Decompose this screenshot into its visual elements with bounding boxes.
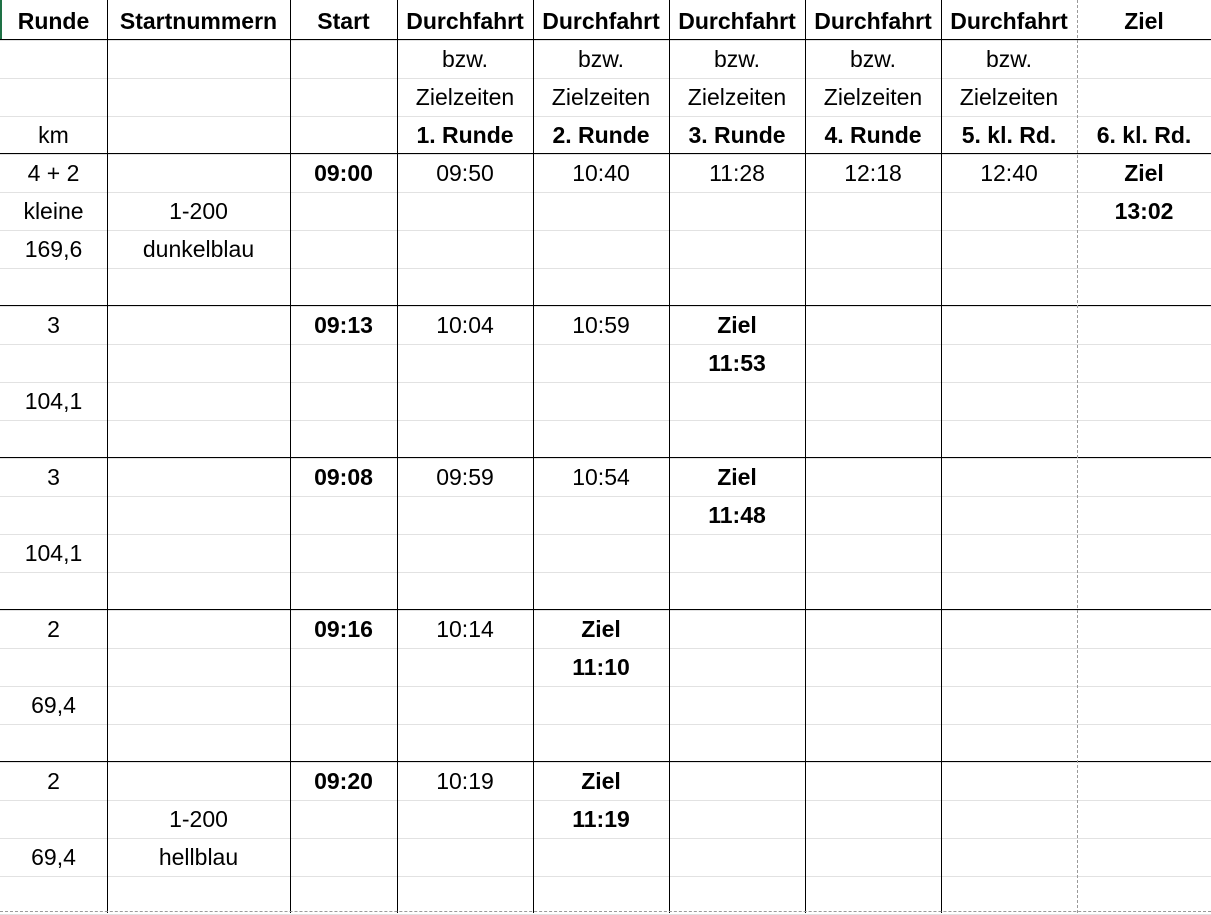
km-value[interactable]: 69,4 (31, 692, 76, 718)
row-gridline (0, 496, 1211, 497)
startnummern-color[interactable]: hellblau (158, 844, 239, 870)
row-gridline (0, 420, 1211, 421)
page-break-line (0, 911, 1211, 912)
runde-value[interactable]: 3 (47, 464, 60, 490)
header-round-2[interactable]: 2. Runde (552, 122, 650, 148)
start-time[interactable]: 09:00 (314, 160, 373, 186)
start-time[interactable]: 09:16 (314, 616, 373, 642)
header-cell-7[interactable]: Durchfahrt (950, 8, 1068, 34)
startnummern-range[interactable]: 1-200 (169, 806, 228, 832)
row-gridline (0, 724, 1211, 725)
ziel-time[interactable]: 11:48 (708, 502, 766, 528)
startnummern-color[interactable]: dunkelblau (142, 236, 255, 262)
ziel-time[interactable]: 13:02 (1114, 198, 1174, 224)
durchfahrt-time[interactable]: 12:18 (844, 160, 902, 186)
ziel-time[interactable]: 11:10 (572, 654, 630, 680)
header-round-3[interactable]: 3. Runde (688, 122, 786, 148)
header-round-5[interactable]: 5. kl. Rd. (961, 122, 1057, 148)
runde-value[interactable]: 2 (47, 616, 60, 642)
ziel-time[interactable]: 11:19 (572, 806, 630, 832)
ziel-label[interactable]: Ziel (581, 768, 621, 794)
start-time[interactable]: 09:13 (314, 312, 373, 338)
ziel-time[interactable]: 11:53 (708, 350, 766, 376)
durchfahrt-time[interactable]: 11:28 (709, 160, 765, 186)
ziel-label[interactable]: Ziel (717, 312, 757, 338)
header-sub1-6[interactable]: bzw. (849, 46, 897, 72)
header-round-4[interactable]: 4. Runde (824, 122, 922, 148)
header-km[interactable]: km (38, 122, 69, 148)
header-round-6[interactable]: 6. kl. Rd. (1096, 122, 1192, 148)
header-cell-3[interactable]: Durchfahrt (406, 8, 524, 34)
runde-value[interactable]: 3 (47, 312, 60, 338)
row-gridline (0, 344, 1211, 345)
header-sub2-7[interactable]: Zielzeiten (959, 84, 1059, 110)
start-time[interactable]: 09:08 (314, 464, 373, 490)
km-value[interactable]: 104,1 (24, 388, 83, 414)
runde-value[interactable]: kleine (23, 198, 84, 224)
header-sub2-3[interactable]: Zielzeiten (415, 84, 515, 110)
ziel-label[interactable]: Ziel (581, 616, 621, 642)
km-value[interactable]: 69,4 (31, 844, 76, 870)
durchfahrt-time[interactable]: 09:59 (436, 464, 494, 490)
header-sub2-6[interactable]: Zielzeiten (823, 84, 923, 110)
durchfahrt-time[interactable]: 12:40 (980, 160, 1038, 186)
header-sub1-7[interactable]: bzw. (985, 46, 1033, 72)
startnummern-range[interactable]: 1-200 (169, 198, 228, 224)
header-cell-0[interactable]: Runde (17, 8, 90, 34)
header-sub1-4[interactable]: bzw. (577, 46, 625, 72)
header-round-1[interactable]: 1. Runde (416, 122, 514, 148)
runde-value[interactable]: 4 + 2 (27, 160, 80, 186)
durchfahrt-time[interactable]: 10:04 (436, 312, 494, 338)
row-gridline (0, 382, 1211, 383)
durchfahrt-time[interactable]: 10:14 (436, 616, 494, 642)
durchfahrt-time[interactable]: 10:40 (572, 160, 630, 186)
column-border (107, 0, 108, 913)
row-gridline (0, 572, 1211, 573)
header-sub2-5[interactable]: Zielzeiten (687, 84, 787, 110)
header-cell-6[interactable]: Durchfahrt (814, 8, 932, 34)
ziel-label[interactable]: Ziel (717, 464, 757, 490)
header-cell-8[interactable]: Ziel (1124, 8, 1164, 34)
header-cell-2[interactable]: Start (317, 8, 370, 34)
header-sub2-4[interactable]: Zielzeiten (551, 84, 651, 110)
runde-value[interactable]: 169,6 (24, 236, 83, 262)
runde-value[interactable]: 2 (47, 768, 60, 794)
header-sub1-3[interactable]: bzw. (441, 46, 489, 72)
durchfahrt-time[interactable]: 10:19 (436, 768, 494, 794)
header-sub1-5[interactable]: bzw. (713, 46, 761, 72)
start-time[interactable]: 09:20 (314, 768, 373, 794)
header-cell-4[interactable]: Durchfahrt (542, 8, 660, 34)
km-value[interactable]: 104,1 (24, 540, 83, 566)
row-gridline (0, 534, 1211, 535)
durchfahrt-time[interactable]: 09:50 (436, 160, 494, 186)
header-cell-5[interactable]: Durchfahrt (678, 8, 796, 34)
durchfahrt-time[interactable]: 10:54 (572, 464, 630, 490)
durchfahrt-time[interactable]: 10:59 (572, 312, 630, 338)
row-gridline (0, 268, 1211, 269)
ziel-label[interactable]: Ziel (1124, 160, 1164, 186)
row-gridline (0, 686, 1211, 687)
row-gridline (0, 876, 1211, 877)
header-cell-1[interactable]: Startnummern (119, 8, 278, 34)
